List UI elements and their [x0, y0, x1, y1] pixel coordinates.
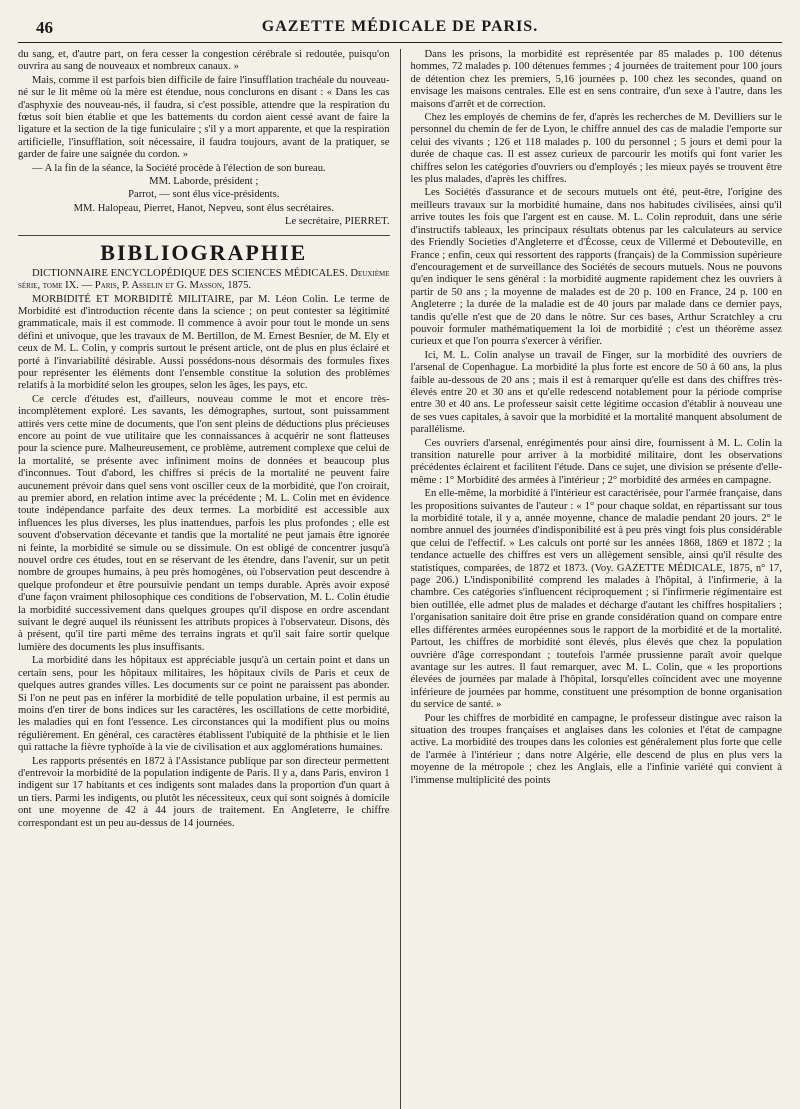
officer-line: MM. Laborde, président ; — [149, 176, 259, 188]
paragraph: du sang, et, d'autre part, on fera cesser la congestion cérébrale si redoutée, puisqu'on ouvrira au sang de nouveaux et nombreux canaux. » — [18, 49, 390, 73]
section-divider — [18, 235, 390, 236]
paragraph: Chez les employés de chemins de fer, d'après les recherches de M. Devilliers sur le personnel du chemin de fer de Lyon, le chiffre annuel des cas de maladie l'emporte sur celui des vivants ; 126 et 118 malades p. 100 du personnel ; 5 jours et demi pour la durée de chaque cas. Il est assez curieux de parcourir les motifs qui font varier les chiffres selon les catégories d'ouvriers ou d'employés ; les mieux payés se trouvent être les plus malades, d'après les chiffres. — [410, 112, 782, 186]
left-column — [18, 49, 390, 1109]
journal-title: GAZETTE MÉDICALE DE PARIS. — [261, 18, 539, 35]
signature: Le secrétaire, PIERRET. — [284, 216, 390, 228]
paragraph: Mais, comme il est parfois bien difficile de faire l'insufflation trachéale du nouveau-né sur le lit même où la mère est étendue, nous conclurons en disant : « Dans les cas d'asphyxie des nouveau-nés, il faudra, si c'est possible, attendre que la respiration du fœtus soit bien établie et que les battements du cordon aient cessé avant de faire la ligature et la section de la tige funiculaire ; s'il y a mort apparente, et que la respiration artificielle, l'insufflation, soit nécessaire, il faudra toujours, avant de la pratiquer, se garder de faire une saignée du cordon. » — [18, 74, 390, 161]
paragraph: Pour les chiffres de morbidité en campagne, le professeur distingue avec raison la situation des troupes françaises et anglaises dans les colonies et l'état de campagne active. La morbidité des troupes dans les colonies est généralement plus forte que celle de l'armée à l'intérieur ; dans notre Algérie, elle descend de plus en plus vers la moyenne de la métropole ; chez les Anglais, elle a l'infinie variété qui convient à l'immense multiplicité des points — [410, 712, 782, 786]
column-rule — [400, 49, 401, 1109]
paragraph: Ces ouvriers d'arsenal, enrégimentés pour ainsi dire, fournissent à M. L. Colin la transition naturelle pour arriver à la morbidité militaire, dont les observations précédentes éclairent et facilitent l'étude. Dans ce sujet, une division se présente d'elle-même : 1° Morbidité des armées à l'intérieur ; 2° morbidité des armées en campagne. — [410, 437, 782, 486]
page-header — [18, 16, 782, 43]
paragraph: MORBIDITÉ ET MORBIDITÉ MILITAIRE, par M. Léon Colin. Le terme de Morbidité est d'introduction récente dans la science ; on peut contester sa légitimité grammaticale, mais il est commode. Il commence à avoir pour tout le monde un sens défini et univoque, que les travaux de M. Bertillon, de M. Ernest Besnier, de M. Ely et ceux de M. L. Colin, y compris surtout le présent article, ont de plus en plus éclairé et porté à l'invariabilité désirable. Aussi possédons-nous désormais des formules fixes pour représenter les éléments dont l'ensemble constitue la solution des problèmes relatifs à la morbidité selon les groupes, selon les âges, les pays, etc. — [18, 293, 390, 392]
right-column — [411, 49, 783, 1109]
officer-line: Parrot, — sont élus vice-présidents. — [128, 189, 280, 201]
paragraph: Les Sociétés d'assurance et de secours mutuels ont été, peut-être, l'origine des meilleurs travaux sur la morbidité humaine, dans nos habitudes civilisées, ainsi qu'il arrive toutes les fois que l'argent est en cause. M. L. Colin reproduit, dans une série d'instructifs tableaux, les principaux résultats obtenus par les calculateurs au service des Friendly Societies d'Angleterre et d'Écosse, ceux de Villermé et Debouteville, en France ; enfin, ceux qui ressortent des rapports (français) de la Commission supérieure d'encouragement et de surveillance des Sociétés de secours mutuels. Nous ne pouvons qu'en indiquer le sens général : la morbidité augmente rapidement chez les ouvriers à partir de 50 ans ; la moyenne de malades est de 20 p. 100 en France, 24 p. 100 en Angleterre ; la durée de la maladie est de 40 jours par malade dans ce dernier pays, tandis qu'elle n'est que de 20 dans le nôtre. Sur ces bases, Arthur Scratchley a cru pouvoir formuler mathématiquement la loi de morbidité ; c'est un théorème assez curieux et que l'on pourra s'exercer à vérifier. — [410, 187, 782, 348]
paragraph: — A la fin de la séance, la Société procède à l'élection de son bureau. — [32, 162, 326, 174]
officer-line: MM. Halopeau, Pierret, Hanot, Nepveu, sont élus secrétaires. — [73, 202, 334, 214]
book-reference: DICTIONNAIRE ENCYCLOPÉDIQUE DES SCIENCES MÉDICALES. Deuxième série, tome IX. — Paris, P. Asselin et G. Masson, 1875. — [18, 267, 390, 292]
paragraph: La morbidité dans les hôpitaux est appréciable jusqu'à un certain point et dans un certain sens, pour les hôpitaux militaires, les hôpitaux civils de Paris et ceux de quelques autres grandes villes. Les documents sur ce point ne paraissent pas abonder. Si l'on ne peut pas en inférer la morbidité de telle population urbaine, il est permis au moins d'en tirer de bons indices sur les caractères, les oscillations de cette morbidité, les maladies qui en font l'essence. Les circonstances qui la modifient plus ou moins régulièrement. En général, ces caractères établissent l'ubiquité de la phthisie et le lien qui rattache la fièvre typhoïde à la vie de civilisation et aux agglomérations humaines. — [18, 655, 390, 754]
paragraph: Les rapports présentés en 1872 à l'Assistance publique par son directeur permettent d'entrevoir la morbidité de la population indigente de Paris. Il y a, dans Paris, environ 1 indigent sur 17 habitants et ces indigents sont malades dans la proportion d'un quart à un tiers. Parmi les indigents, ou plutôt les nécessiteux, ceux qui sont soignés à domicile ont une moyenne de 42 à 44 jours de traitement. En Angleterre, le chiffre correspondant est un peu au-dessus de 14 journées. — [18, 755, 390, 829]
paragraph: Ici, M. L. Colin analyse un travail de Finger, sur la morbidité des ouvriers de l'arsenal de Copenhague. La morbidité la plus forte est encore de 50 à 60 ans, la plus faible au-dessous de 20 ans ; mais il est à remarquer qu'elle est dans des chiffres très-élevés entre 20 et 30 ans et qu'elle redescend notablement pour la période comprise entre 30 et 40 ans. Le professeur saisit cette légitime occasion d'établir à nouveau une de ses vues capitales, à savoir que la morbidité et la mortalité manquent absolument de parallélisme. — [410, 349, 782, 436]
columns — [18, 49, 782, 1109]
paragraph: Ce cercle d'études est, d'ailleurs, nouveau comme le mot et encore très-incomplètement exploré. Les savants, les démographes, surtout, sont puissamment attirés vers cette mine de documents, que l'on sent pleins de déductions plus précieuses encore au point de vue utilitaire que les connaissances à acquérir ne sont flatteuses pour la science pure. Malheureusement, ce problème, autrement complexe que celui de la mortalité, se présente avec infiniment moins de données et beaucoup plus d'inconnues. Tout d'abord, les chiffres si précis de la mortalité ne peuvent faire aucunement prévoir dans quel sens vont osciller ceux de la morbidité, que l'on croirait, au premier abord, en relation intime avec la précédente ; M. L. Colin met en évidence toute indépendance parfaite des deux termes. La morbidité est accessible aux influences les plus diverses, les plus inattendues, parfois les plus profondes ; elle est souvent d'observation décevante et tandis que la mortalité ne peut jamais être ignorée ni feinte, la morbidité se simule ou se dissimule. On est obligé de concentrer jusqu'à nouvel ordre ces études, tout en se réservant de les étendre, dans l'avenir, sur un petit nombre de groupes humains, à peu près homogènes, où l'observation peut descendre à quelque profondeur et être poursuivie pendant un temps durable. Après avoir exposé d'une façon vraiment philosophique ces conditions de l'observation, M. L. Colin étudie la morbidité successivement dans quelques groupes qu'il dispose en ordre ascendant suivant le degré auquel ils réunissent les attributs propices à l'observateur. Disons, dès à présent, qu'il tire parti même des terrains ingrats et qu'il sait faire sortir quelque lumière des documents les plus insuffisants. — [18, 393, 390, 653]
paragraph: En elle-même, la morbidité à l'intérieur est caractérisée, pour l'armée française, dans les propositions suivantes de l'auteur : « 1° pour chaque soldat, en répartissant sur tous la morbidité totale, il y a, année moyenne, chance de maladie pendant 20 jours. 2° le nombre annuel des journées d'indisponibilité est à peu près vingt fois plus considérable que celui de l'effectif. » Les calculs ont porté sur les années 1868, 1869 et 1872 ; la tendance actuelle des chiffres est vers un allègement sensible, ainsi qu'il résulte des statistiques, comparées, de 1872 et 1873. (Voy. GAZETTE MÉDICALE, 1875, n° 17, page 206.) L'indisponibilité comprend les malades à l'hôpital, à l'infirmerie, à la chambre. Ces catégories s'influencent réciproquement ; si l'infirmerie régimentaire est bien outillée, elle admet plus de malades et décharge d'autant les chiffres hospitaliers ; l'organisation sanitaire doit être prise en grande considération quand on compare entre elles différentes armées européennes sous le rapport de la morbidité et de la mortalité. Partout, les chiffres de morbidité sont élevés, plus élevés que chez la population ouvrière d'âge correspondant ; toutefois l'armée prussienne paraît avoir quelque avantage sur les autres. Il faut remarquer, avec M. L. Colin, que « les proportions élevées de journées par malade à l'hôpital, lorsqu'elles coïncident avec une moyenne inférieure de journées par homme, constituent une présomption de bonne organisation du service de santé. » — [410, 488, 782, 711]
section-heading: BIBLIOGRAPHIE — [100, 239, 308, 265]
page-number: 46 — [36, 18, 53, 37]
paragraph: Dans les prisons, la morbidité est représentée par 85 malades p. 100 détenus hommes, 72 malades p. 100 détenues femmes ; 4 journées de traitement pour 100 jours de détention chez les premiers, 5,16 journées p. 100 chez les secondes, quand on envisage les maisons centrales. Elle est en sens contraire, d'un sexe à l'autre, dans les maisons d'arrêt et de correction. — [410, 49, 782, 110]
